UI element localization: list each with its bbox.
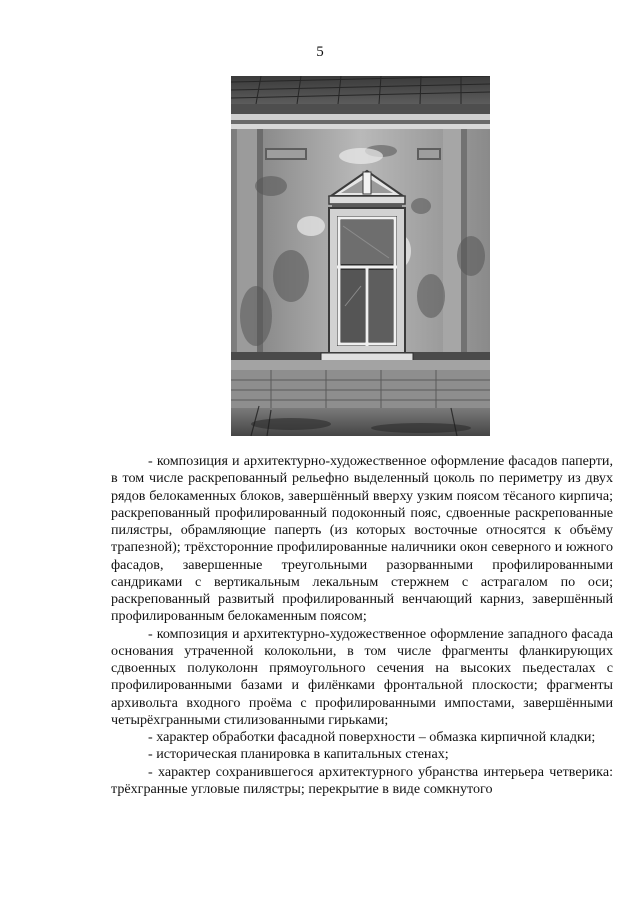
facade-window-photo: [231, 76, 490, 436]
body-text: [111, 453, 613, 798]
page-number: 5: [316, 44, 324, 60]
paragraph: - композиция и архитектурно-художественное оформление западного фасада основания утраченной колокольни, в том числе фрагменты фланкирующих сдвоенных полуколонн прямоугольного сечения на высоких пьедесталах с профилированными базами и филёнками фронтальной плоскости; фрагменты архивольта входного проёма с профилированными импостами, завершёнными четырёхгранными стилизованными гирьками;: [111, 625, 613, 728]
paragraph: - характер обработки фасадной поверхности – обмазка кирпичной кладки;: [148, 729, 596, 745]
paragraph: - историческая планировка в капитальных стенах;: [148, 746, 449, 763]
paragraph: - композиция и архитектурно-художественное оформление фасадов паперти, в том числе раскрепованный рельефно выделенный цоколь по периметру из двух рядов белокаменных блоков, завершённый вверху узким поясом тёсаного кирпича; раскрепованный профилированный подоконный пояс, сдвоенные раскрепованные пилястры, обрамляющие паперть (из которых восточные относятся к объёму трапезной); трёхсторонние профилированные наличники окон северного и южного фасадов, завершенные треугольными разорванными профилированными сандриками с вертикальным лекальным стержнем с астрагалом по оси; раскрепованный развитый профилированный венчающий карниз, завершённый профилированным белокаменным поясом;: [111, 453, 613, 625]
paragraph: - характер сохранившегося архитектурного убранства интерьера четверика: трёхгранные угловые пилястры; перекрытие в виде сомкнутого: [111, 763, 613, 797]
